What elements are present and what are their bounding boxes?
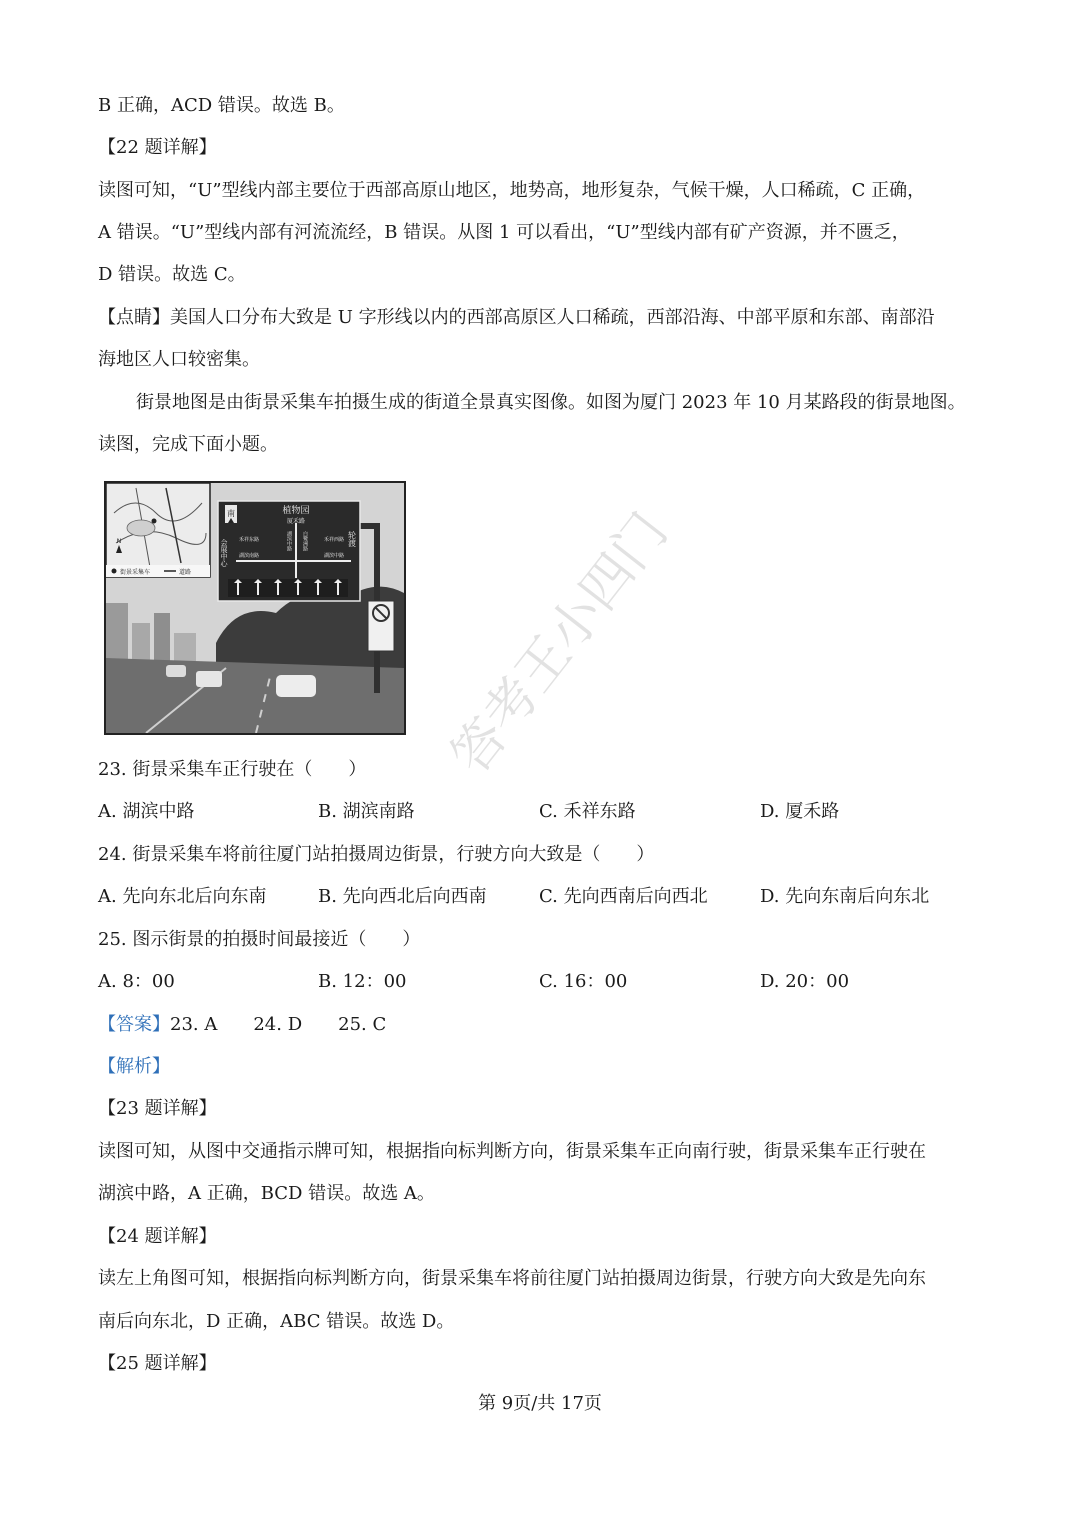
map-north-label: N <box>116 538 122 545</box>
option-a: A. 湖滨中路 <box>98 801 195 822</box>
camera-car-icon <box>152 519 157 524</box>
intro-paragraph: 街景地图是由街景采集车拍摄生成的街道全景真实图像。如图为厦门 2023 年 10 月某路段的街景地图。 <box>136 392 966 413</box>
answer-value: 23. A <box>170 1014 218 1035</box>
section-heading: 【22 题详解】 <box>98 137 217 158</box>
text-line: 读图，完成下面小题。 <box>98 434 278 455</box>
watermark: 答考王小四门 <box>440 502 680 785</box>
section-heading: 【24 题详解】 <box>98 1226 217 1247</box>
question-stem: 23. 街景采集车正行驶在（ ） <box>98 759 367 780</box>
sign-right-label: 轮渡 <box>347 531 357 547</box>
option-c: C. 禾祥东路 <box>539 801 636 822</box>
answer-label: 【答案】 <box>98 1014 170 1035</box>
inset-map <box>106 483 210 577</box>
option-b: B. 先向西北后向西南 <box>318 886 487 907</box>
street-view-photo <box>104 481 406 735</box>
lane-arrows-icon <box>228 579 348 597</box>
sign-road-label: 湖滨中路 <box>323 553 345 559</box>
text-line: 读图可知，从图中交通指示牌可知，根据指向标判断方向，街景采集车正向南行驶，街景采集车正行驶在 <box>98 1141 926 1162</box>
text-line: 海地区人口较密集。 <box>98 349 260 370</box>
option-c: C. 16：00 <box>539 971 628 992</box>
option-c: C. 先向西南后向西北 <box>539 886 708 907</box>
sign-south-label: 南 <box>227 509 235 518</box>
text-line: 南后向东北，D 正确，ABC 错误。故选 D。 <box>98 1311 455 1332</box>
answer-value: 25. C <box>338 1014 387 1035</box>
legend-car-label: 街景采集车 <box>120 569 151 576</box>
option-d: D. 20：00 <box>760 971 850 992</box>
section-heading: 【25 题详解】 <box>98 1353 217 1374</box>
option-b: B. 湖滨南路 <box>318 801 415 822</box>
option-d: D. 先向东南后向东北 <box>760 886 930 907</box>
sign-left-label: 会展中心 <box>220 539 228 567</box>
sign-road-label: 禾祥东路 <box>238 537 260 543</box>
option-a: A. 先向东北后向东南 <box>98 886 267 907</box>
text-line: 读左上角图可知，根据指向标判断方向，街景采集车将前往厦门站拍摄周边街景，行驶方向大致是先向东 <box>98 1268 926 1289</box>
page-footer: 第 9页/共 17页 <box>478 1393 602 1414</box>
question-stem: 25. 图示街景的拍摄时间最接近（ ） <box>98 929 421 950</box>
text-line: D 错误。故选 C。 <box>98 264 246 285</box>
option-a: A. 8：00 <box>98 971 175 992</box>
question-stem: 24. 街景采集车将前往厦门站拍摄周边街景，行驶方向大致是（ ） <box>98 844 655 865</box>
text-line: 【点睛】美国人口分布大致是 U 字形线以内的西部高原区人口稀疏，西部沿海、中部平原和东部、南部沿 <box>98 307 935 328</box>
option-d: D. 厦禾路 <box>760 801 840 822</box>
sign-top-label: 植物园 <box>282 506 310 516</box>
sign-vertical-left-label: 湖滨中路 <box>286 531 292 551</box>
text-line: A 错误。“U”型线内部有河流流经，B 错误。从图 1 可以看出，“U”型线内部有矿产资源，并不匮乏， <box>98 222 910 243</box>
option-b: B. 12：00 <box>318 971 407 992</box>
sign-vertical-right-label: 白鹭洲路 <box>302 531 308 551</box>
legend-car-icon <box>112 569 117 574</box>
sign-road-label: 湖滨南路 <box>238 553 260 559</box>
sign-road-label: 禾祥西路 <box>323 537 345 543</box>
answer-value: 24. D <box>253 1014 303 1035</box>
legend-road-label: 道路 <box>179 569 192 576</box>
text-line: B 正确，ACD 错误。故选 B。 <box>98 95 345 116</box>
text-line: 湖滨中路，A 正确，BCD 错误。故选 A。 <box>98 1183 435 1204</box>
answer-line <box>98 1013 386 1037</box>
section-heading: 【23 题详解】 <box>98 1098 217 1119</box>
analysis-label: 【解析】 <box>98 1056 170 1077</box>
text-line: 读图可知，“U”型线内部主要位于西部高原山地区，地势高，地形复杂，气候干燥，人口稀疏，C 正确， <box>98 180 926 201</box>
sign-top-sub-label: 厦禾路 <box>286 518 306 525</box>
